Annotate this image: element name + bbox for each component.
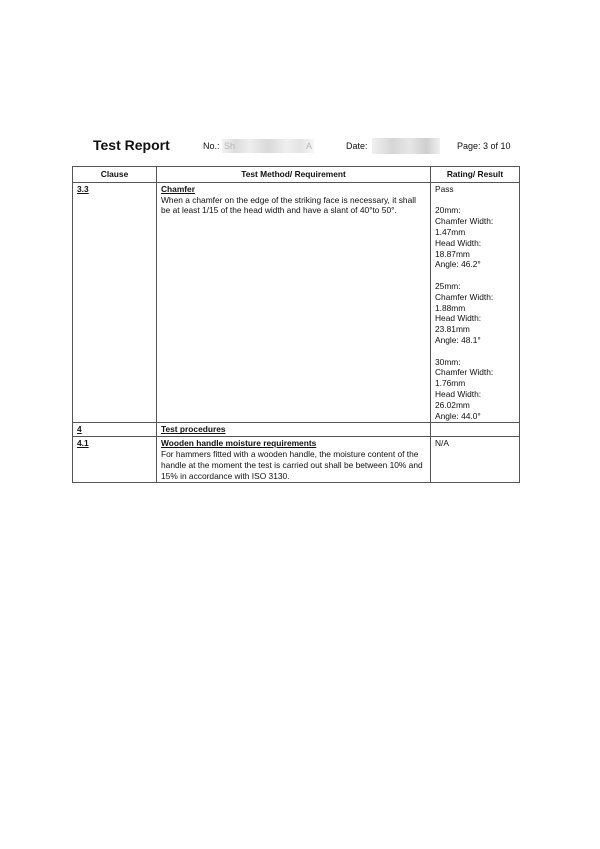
column-header-result: Rating/ Result	[431, 167, 520, 183]
clause-number: 4.1	[77, 438, 89, 449]
requirement-text: When a chamfer on the edge of the striking face is necessary, it shall be at least 1/15 of the head width and have a slant of 40°to 50°.	[161, 194, 416, 216]
result-line: Head Width:	[435, 313, 482, 324]
result-line: Head Width:	[435, 237, 482, 248]
clause-cell	[73, 182, 157, 423]
table-row	[73, 423, 520, 437]
report-table	[72, 166, 520, 483]
column-header-method: Test Method/ Requirement	[157, 167, 431, 183]
requirement-text: For hammers fitted with a wooden handle, the moisture content of the handle at the moment the test is carried out shall be between 10% and 15% in accordance with ISO 3130.	[161, 448, 423, 481]
result-line: 23.81mm	[435, 324, 470, 335]
table-row	[73, 182, 520, 423]
result-line: 1.88mm	[435, 302, 466, 313]
result-line: Head Width:	[435, 388, 482, 399]
date-redacted	[372, 138, 440, 154]
result-line: 26.02mm	[435, 399, 470, 410]
clause-number: 4	[77, 424, 82, 435]
table-row	[73, 437, 520, 483]
report-number-visible-start: Sh	[224, 141, 236, 151]
result-line: Angle: 44.0°	[435, 410, 481, 421]
report-header	[0, 137, 600, 157]
date-label: Date:	[346, 141, 368, 151]
result-status: N/A	[435, 438, 449, 449]
result-line: Angle: 46.2°	[435, 259, 481, 270]
requirement-heading: Test procedures	[161, 424, 226, 435]
report-number-visible-end: A	[305, 141, 312, 151]
clause-number: 3.3	[77, 183, 89, 194]
result-line: 1.47mm	[435, 226, 466, 237]
result-line: Chamfer Width:	[435, 291, 494, 302]
result-line: 1.76mm	[435, 378, 466, 389]
result-line: Chamfer Width:	[435, 367, 494, 378]
result-line: 30mm:	[435, 356, 461, 367]
table-header-row	[73, 167, 520, 183]
result-line: Angle: 48.1°	[435, 334, 481, 345]
result-line: Chamfer Width:	[435, 216, 494, 227]
result-line: 25mm:	[435, 280, 461, 291]
result-cell	[431, 437, 520, 483]
report-number-label: No.:	[203, 141, 220, 151]
report-number-redacted	[222, 139, 314, 153]
method-cell	[157, 437, 431, 483]
requirement-heading: Wooden handle moisture requirements	[161, 438, 317, 449]
column-header-clause: Clause	[73, 167, 157, 183]
result-cell	[431, 423, 520, 437]
requirement-heading: Chamfer	[161, 183, 195, 194]
result-cell	[431, 182, 520, 423]
result-line: 20mm:	[435, 205, 461, 216]
result-status: Pass	[435, 183, 454, 194]
report-title: Test Report	[93, 137, 170, 153]
page-number: Page: 3 of 10	[457, 141, 511, 151]
method-cell	[157, 423, 431, 437]
clause-cell	[73, 423, 157, 437]
result-line: 18.87mm	[435, 248, 470, 259]
method-cell	[157, 182, 431, 423]
clause-cell	[73, 437, 157, 483]
